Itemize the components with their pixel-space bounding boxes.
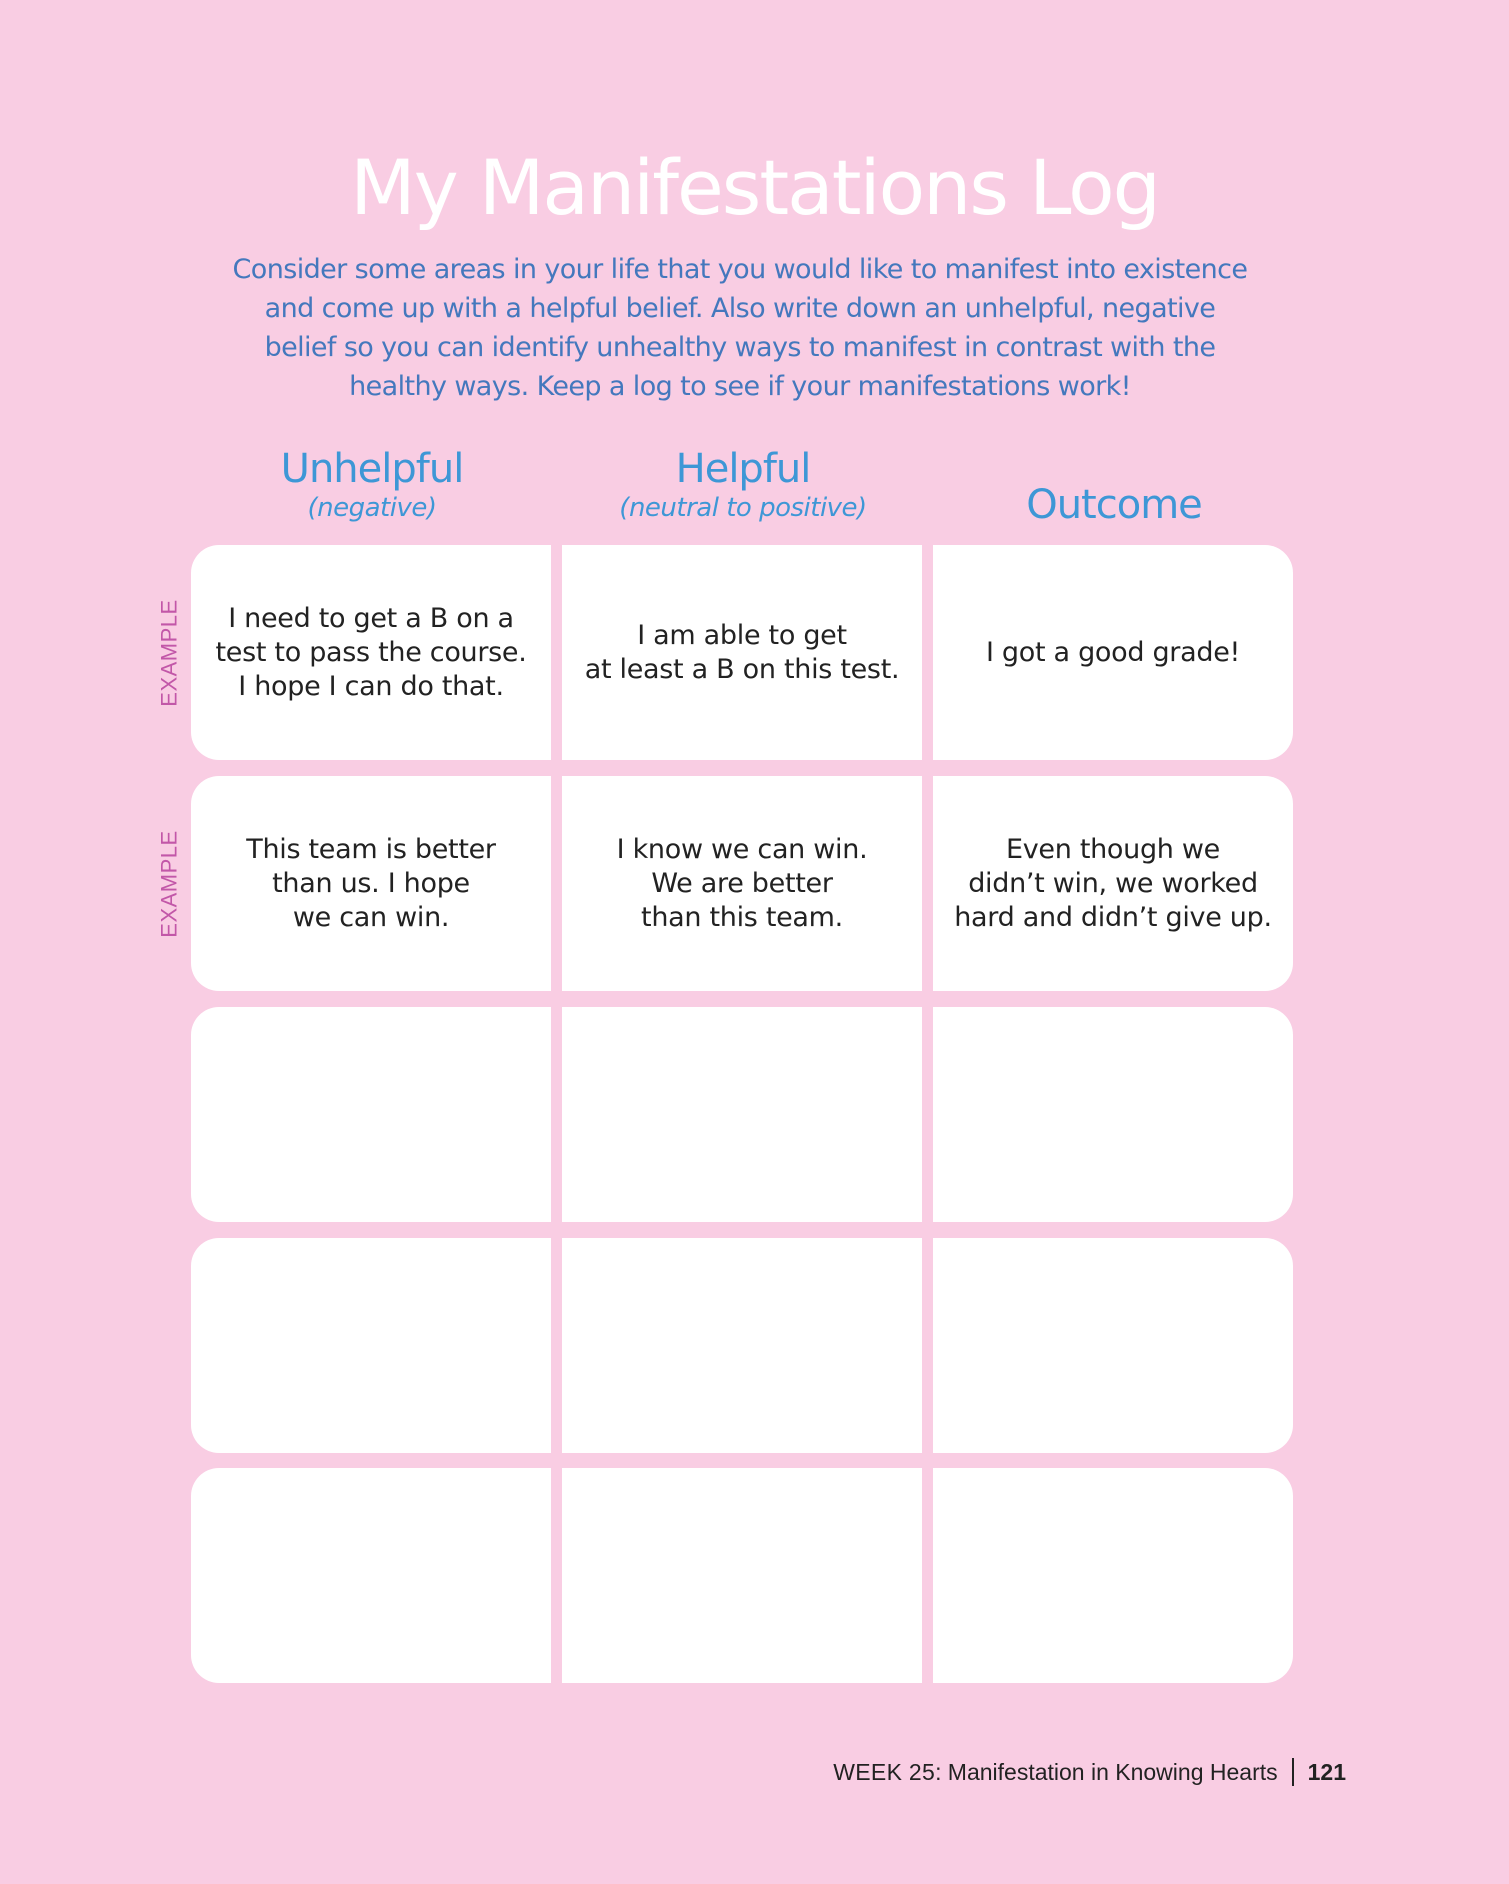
- footer-chapter-title: Manifestation in Knowing Hearts: [947, 1758, 1278, 1785]
- column-sublabel: (negative): [307, 493, 437, 523]
- helpful-cell[interactable]: [562, 1007, 922, 1222]
- log-row: [191, 1007, 1293, 1222]
- log-row: [191, 545, 1293, 760]
- column-label: Outcome: [1026, 482, 1202, 528]
- footer-week: WEEK 25:: [833, 1758, 942, 1785]
- helpful-cell[interactable]: I know we can win. We are better than this team.: [562, 776, 922, 991]
- log-row: [191, 776, 1293, 991]
- unhelpful-cell[interactable]: [191, 1007, 551, 1222]
- column-header-outcome: [933, 482, 1295, 528]
- column-header-unhelpful: [191, 446, 553, 524]
- unhelpful-cell[interactable]: [191, 1468, 551, 1683]
- page-title: My Manifestations Log: [350, 143, 1159, 232]
- column-header-helpful: [562, 446, 924, 524]
- column-sublabel: (neutral to positive): [619, 493, 867, 523]
- log-row: [191, 1468, 1293, 1683]
- outcome-cell[interactable]: [933, 1007, 1293, 1222]
- helpful-cell[interactable]: [562, 1238, 922, 1453]
- page-footer: [833, 1758, 1346, 1786]
- log-row: [191, 1238, 1293, 1453]
- unhelpful-cell[interactable]: I need to get a B on a test to pass the course. I hope I can do that.: [191, 545, 551, 760]
- outcome-cell[interactable]: [933, 1468, 1293, 1683]
- intro-text: Consider some areas in your life that you would like to manifest into existence and come up with a helpful belief. Also write down an unhelpful, negative belief so you can identify unhealthy ways to manifest in contrast with the healthy ways. Keep a log to see if your manifestations work!: [232, 254, 1248, 402]
- column-label: Unhelpful: [280, 446, 464, 492]
- outcome-cell[interactable]: Even though we didn’t win, we worked hard and didn’t give up.: [933, 776, 1293, 991]
- outcome-cell[interactable]: [933, 1238, 1293, 1453]
- helpful-cell[interactable]: [562, 1468, 922, 1683]
- helpful-cell[interactable]: I am able to get at least a B on this test.: [562, 545, 922, 760]
- row-side-label: EXAMPLE: [157, 829, 182, 938]
- footer-divider: [1292, 1758, 1294, 1786]
- unhelpful-cell[interactable]: This team is better than us. I hope we can win.: [191, 776, 551, 991]
- column-label: Helpful: [675, 446, 811, 492]
- row-side-label: EXAMPLE: [157, 598, 182, 707]
- page-number: 121: [1307, 1758, 1346, 1785]
- unhelpful-cell[interactable]: [191, 1238, 551, 1453]
- outcome-cell[interactable]: I got a good grade!: [933, 545, 1293, 760]
